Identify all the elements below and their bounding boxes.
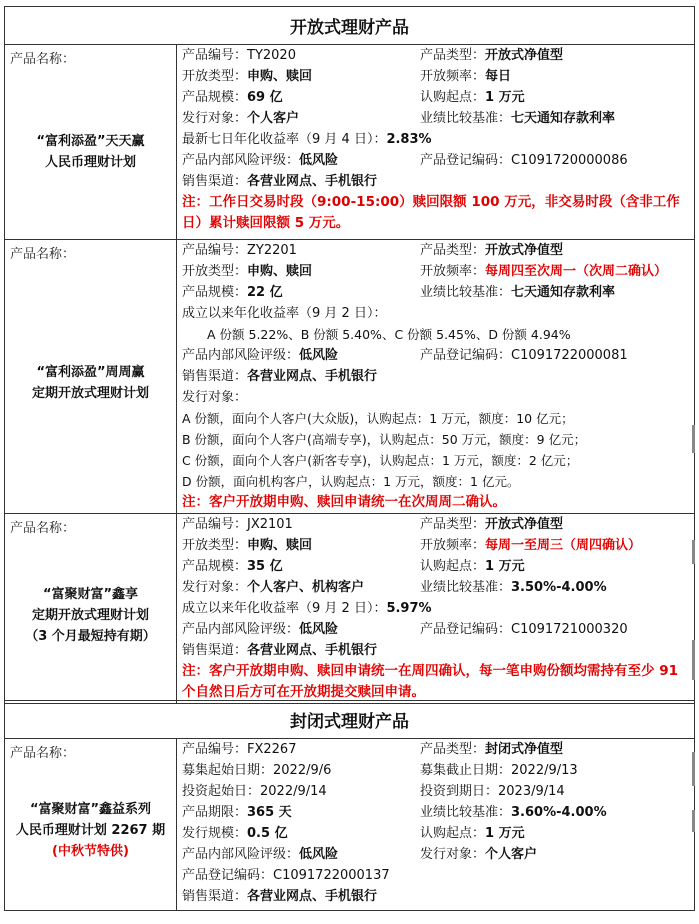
- product-note: 注：客户开放期申购、赎回申请统一在次周周二确认。: [182, 494, 506, 510]
- product-code: 产品编号：TY2020: [182, 48, 296, 63]
- target-clients: 个人客户: [247, 111, 300, 126]
- invest-end: 2023/9/14: [498, 784, 565, 799]
- registration-code: C1091720000086: [511, 153, 628, 168]
- page-edge-mark: [692, 752, 695, 786]
- product-type: 开放式净值型: [485, 517, 564, 532]
- page-edge-mark: [692, 540, 695, 564]
- open-frequency: 每周四至次周一（次周二确认）: [485, 264, 668, 279]
- product-row: [5, 240, 695, 514]
- product-scale: 0.5 亿: [247, 826, 288, 841]
- product-name-label: 产品名称：: [10, 52, 76, 67]
- product-scale: 69 亿: [247, 90, 283, 105]
- product-code: 产品编号：ZY2201: [182, 243, 297, 258]
- product-detail-cell: 产品编号：JX2101 产品类型：开放式净值型 开放类型：申购、赎回 开放频率：每周一至周三（周四确认） 产品规模：35 亿 认购起点：1 万元 发行对象：个人客户、机构客户 业绩比较基准：3.50%-4.00% 成立以来年化收益率（9 月 2 日）：5.97% 产品内部风险评级：低风险 产品登记编码：C1091721000320 销售渠道：各营业网点、手机银行 注：客户开放期申购、赎回申请统一在周四确认，每一笔申购份额均需持有至少 91 个自然日后方可在开放期提交赎回申请。: [177, 514, 695, 704]
- product-name-cell: [5, 240, 177, 514]
- registration-code: C1091722000137: [273, 868, 390, 883]
- raise-end: 2022/9/13: [511, 763, 578, 778]
- min-purchase: 1 万元: [485, 559, 525, 574]
- registration-code: C1091721000320: [511, 622, 628, 637]
- open-type: 申购、赎回: [247, 69, 313, 84]
- product-detail-cell: 产品编号：TY2020 产品类型：开放式净值型 开放类型：申购、赎回 开放频率：每日 产品规模：69 亿 认购起点：1 万元 发行对象：个人客户 业绩比较基准：七天通知存款利率 最新七日年化收益率（9 月 4 日）：2.83% 产品内部风险评级：低风险 产品登记编码：C1091720000086 销售渠道：各营业网点、手机银行 注：工作日交易时段（9:00-15:00）赎回限额 100 万元，非交易时段（含非工作日）累计赎回限额 5 万元。: [177, 45, 695, 240]
- invest-start: 2022/9/14: [260, 784, 327, 799]
- product-name: “富聚财富”鑫享 定期开放式理财计划 （3 个月最短持有期）: [25, 587, 156, 644]
- product-name-cell: [5, 739, 177, 911]
- product-code: 产品编号：FX2267: [182, 742, 297, 757]
- target-label: 发行对象：: [182, 390, 248, 405]
- product-row: [5, 514, 695, 704]
- risk-rating: 低风险: [299, 348, 339, 363]
- yield: 5.97%: [386, 601, 432, 616]
- open-section-title: 开放式理财产品: [5, 7, 695, 45]
- sales-channel: 各营业网点、手机银行: [247, 369, 378, 384]
- product-scale: 35 亿: [247, 559, 283, 574]
- product-code: 产品编号：JX2101: [182, 517, 293, 532]
- open-frequency: 每周一至周三（周四确认）: [485, 538, 642, 553]
- registration-code: C1091722000081: [511, 348, 628, 363]
- product-row: [5, 739, 695, 911]
- share-b: B 份额，面向个人客户(高端专享)，认购起点：50 万元，额度：9 亿元；: [182, 432, 587, 447]
- benchmark: 七天通知存款利率: [511, 111, 616, 126]
- product-type: 封闭式净值型: [485, 742, 564, 757]
- risk-rating: 低风险: [299, 847, 339, 862]
- product-name-label: 产品名称：: [10, 521, 76, 536]
- page-edge-mark: [692, 810, 695, 832]
- closed-products-table: [4, 700, 695, 911]
- sales-channel: 各营业网点、手机银行: [247, 889, 378, 904]
- open-products-table: [4, 6, 695, 704]
- share-c: C 份额，面向个人客户(新客专享)，认购起点：1 万元，额度：2 亿元；: [182, 453, 579, 468]
- target-clients: 个人客户、机构客户: [247, 580, 365, 595]
- page-edge-mark: [692, 640, 695, 680]
- product-name-cell: [5, 514, 177, 704]
- product-name: “富利添盈”天天赢 人民币理财计划: [36, 134, 145, 170]
- share-d: D 份额，面向机构客户，认购起点：1 万元，额度：1 亿元。: [182, 474, 520, 489]
- sales-channel: 各营业网点、手机银行: [247, 643, 378, 658]
- product-note: 注：客户开放期申购、赎回申请统一在周四确认，每一笔申购份额均需持有至少 91 个自然日后方可在开放期提交赎回申请。: [182, 663, 678, 700]
- product-name: “富利添盈”周周赢 定期开放式理财计划: [31, 365, 149, 401]
- target-clients: 个人客户: [485, 847, 538, 862]
- open-frequency: 每日: [485, 69, 512, 84]
- yield-detail: A 份额 5.22%、B 份额 5.40%、C 份额 5.45%、D 份额 4.94%: [207, 327, 571, 342]
- open-type: 申购、赎回: [247, 538, 313, 553]
- yield-label: 成立以来年化收益率（9 月 2 日）：: [182, 306, 387, 321]
- product-name-label: 产品名称：: [10, 746, 76, 761]
- product-row: [5, 45, 695, 240]
- product-type: 开放式净值型: [485, 243, 564, 258]
- product-note: 注：工作日交易时段（9:00-15:00）赎回限额 100 万元，非交易时段（含非工作日）累计赎回限额 5 万元。: [182, 194, 680, 231]
- benchmark: 七天通知存款利率: [511, 285, 616, 300]
- product-name-label: 产品名称：: [10, 247, 76, 262]
- product-detail-cell: 产品编号：FX2267 产品类型：封闭式净值型 募集起始日期：2022/9/6 募集截止日期：2022/9/13 投资起始日：2022/9/14 投资到期日：2023/9/14 产品期限：365 天 业绩比较基准：3.60%-4.00% 发行规模：0.5 亿 认购起点：1 万元 产品内部风险评级：低风险 发行对象：个人客户 产品登记编码：C1091722000137 销售渠道：各营业网点、手机银行: [177, 739, 695, 911]
- min-purchase: 1 万元: [485, 90, 525, 105]
- benchmark: 3.60%-4.00%: [511, 805, 607, 820]
- open-type: 申购、赎回: [247, 264, 313, 279]
- risk-rating: 低风险: [299, 622, 339, 637]
- special-tag: (中秋节特供): [52, 844, 129, 859]
- risk-rating: 低风险: [299, 153, 339, 168]
- product-detail-cell: 产品编号：ZY2201 产品类型：开放式净值型 开放类型：申购、赎回 开放频率：每周四至次周一（次周二确认） 产品规模：22 亿 业绩比较基准：七天通知存款利率 成立以来年化收益率（9 月 2 日）： A 份额 5.22%、B 份额 5.40%、C 份额 5.45%、D 份额 4.94% 产品内部风险评级：低风险 产品登记编码：C1091722000081 销售渠道：各营业网点、手机银行 发行对象： A 份额，面向个人客户(大众版)，认购起点：1 万元，额度：10 亿元； B 份额，面向个人客户(高端专享)，认购起点：50 万元，额度：9 亿元； C 份额，面向个人客户(新客专享)，认购起点：1 万元，额度：2 亿元； D 份额，面向机构客户，认购起点：1 万元，额度：1 亿元。 注：客户开放期申购、赎回申请统一在次周周二确认。: [177, 240, 695, 514]
- product-type: 开放式净值型: [485, 48, 564, 63]
- raise-start: 2022/9/6: [273, 763, 332, 778]
- product-scale: 22 亿: [247, 285, 283, 300]
- share-a: A 份额，面向个人客户(大众版)，认购起点：1 万元，额度：10 亿元；: [182, 411, 574, 426]
- product-name-cell: [5, 45, 177, 240]
- min-purchase: 1 万元: [485, 826, 525, 841]
- sales-channel: 各营业网点、手机银行: [247, 174, 378, 189]
- product-term: 365 天: [247, 805, 292, 820]
- closed-section-title: 封闭式理财产品: [5, 701, 695, 739]
- yield: 2.83%: [386, 132, 432, 147]
- product-name: “富聚财富”鑫益系列 人民币理财计划 2267 期 (中秋节特供): [5, 799, 176, 862]
- page-edge-mark: [692, 425, 695, 453]
- benchmark: 3.50%-4.00%: [511, 580, 607, 595]
